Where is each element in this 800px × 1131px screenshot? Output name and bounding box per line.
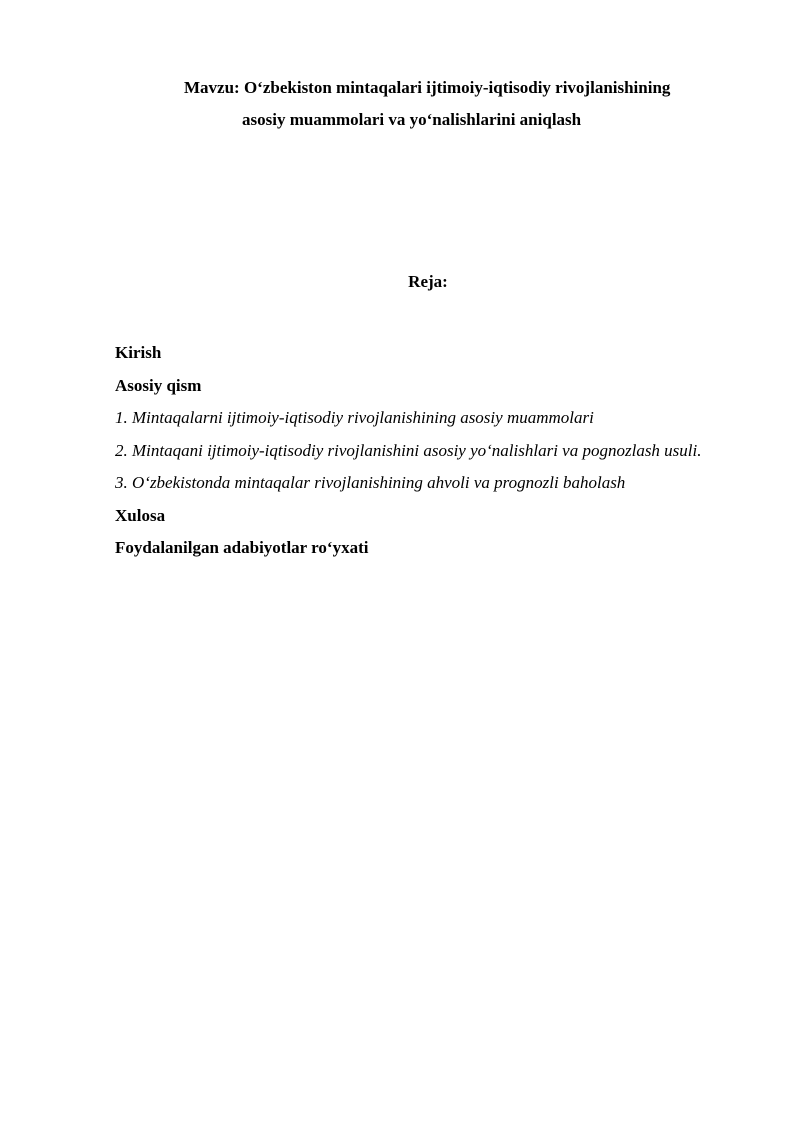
toc-conclusion: Xulosa xyxy=(115,505,166,525)
toc-item-1: 1. Mintaqalarni ijtimoiy-iqtisodiy rivojlanishining asosiy muammolari xyxy=(115,408,594,427)
toc-intro: Kirish xyxy=(115,343,162,362)
toc-item-2: 2. Mintaqani ijtimoiy-iqtisodiy rivojlanishini asosiy yo‘nalishlari va pognozlash usuli. xyxy=(115,440,702,460)
table-of-contents xyxy=(115,337,741,565)
toc-main-part: Asosiy qism xyxy=(115,375,202,395)
toc-item-3: 3. O‘zbekistonda mintaqalar rivojlanishining ahvoli va prognozli baholash xyxy=(115,473,626,492)
document-title-line-1: Mavzu: O‘zbekiston mintaqalari ijtimoiy-iqtisodiy rivojlanishining xyxy=(184,78,671,97)
document-title-line-2: asosiy muammolari va yo‘nalishlarini aniqlash xyxy=(242,110,582,129)
plan-heading: Reja: xyxy=(408,272,448,291)
toc-references: Foydalanilgan adabiyotlar ro‘yxati xyxy=(115,538,369,557)
